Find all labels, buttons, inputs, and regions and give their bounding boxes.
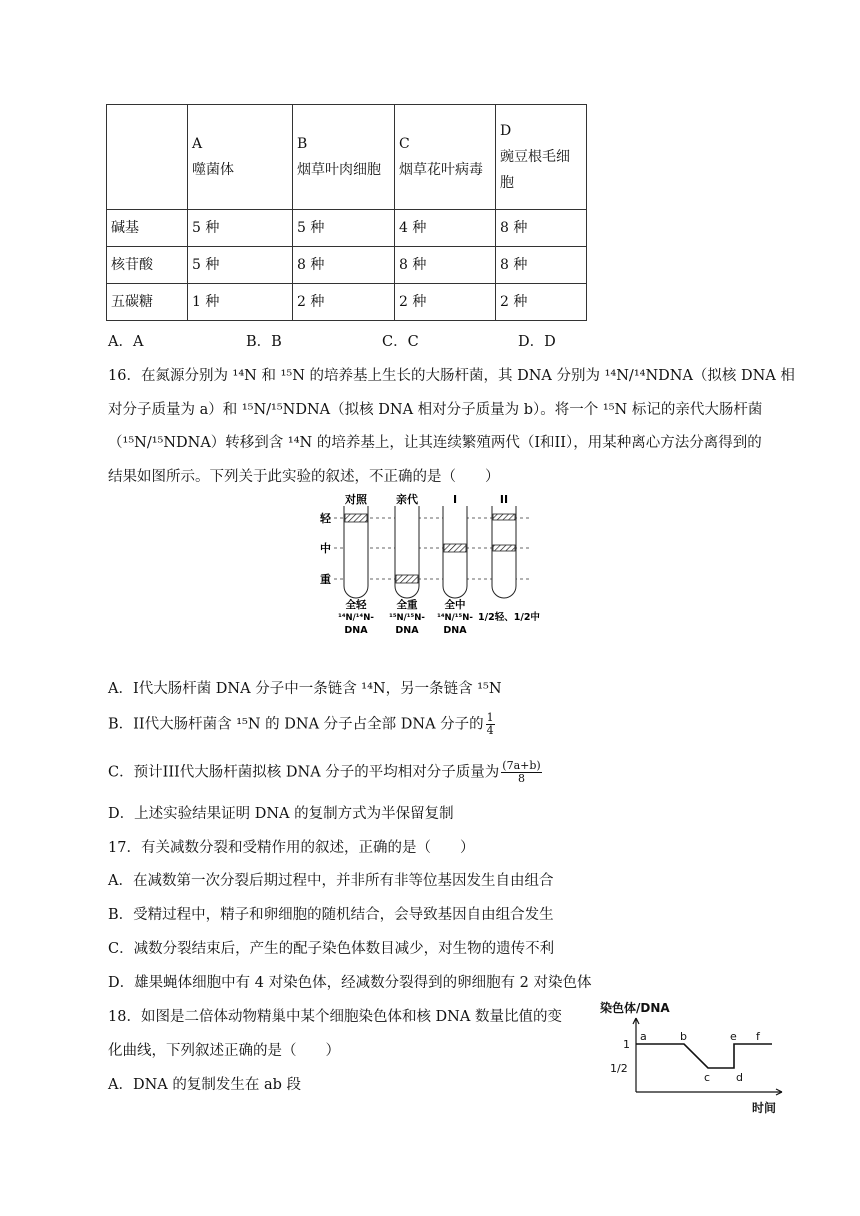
table-cell: 5 种: [293, 210, 395, 247]
band-control-light: [345, 514, 367, 522]
tubes: [344, 506, 516, 598]
level-labels: [319, 511, 332, 586]
table-cell: 核苷酸: [107, 247, 188, 284]
table-header-cell: [395, 105, 496, 210]
point-label-e: e: [730, 1030, 737, 1043]
table-header-cell: [188, 105, 293, 210]
table-cell: 碱基: [107, 210, 188, 247]
header-letter: B: [297, 136, 308, 152]
fraction-one-quarter: [486, 712, 495, 737]
q15-option-a: A．A: [108, 334, 144, 350]
point-label-a: a: [640, 1030, 647, 1043]
bottom-label-gen2: 1/2轻、1/2中: [478, 612, 540, 623]
fraction-denominator: 4: [486, 724, 494, 737]
table-cell: 2 种: [395, 284, 496, 321]
header-name: 烟草叶肉细胞: [297, 162, 381, 178]
tube-label-gen1: I: [452, 493, 458, 506]
bottom-label-gen1: 全中: [444, 599, 466, 611]
header-name-wrap: 胞: [500, 175, 514, 191]
fraction-numerator: (7a+b): [502, 759, 541, 772]
q17-option-a: A．在减数第一次分裂后期过程中，并非所有非等位基因发生自由组合: [108, 873, 554, 889]
header-letter: C: [399, 136, 410, 152]
level-label-light: 轻: [320, 512, 331, 525]
q16-stem-line: 16．在氮源分别为 ¹⁴N 和 ¹⁵N 的培养基上生长的大肠杆菌，其 DNA 分别为 ¹⁴N/¹⁴NDNA（拟核 DNA 相: [108, 368, 795, 384]
fraction-mass: [501, 760, 541, 785]
header-name: 烟草花叶病毒: [399, 162, 483, 178]
point-label-b: b: [680, 1030, 687, 1043]
bottom-labels: [338, 598, 540, 636]
point-label-f: f: [756, 1030, 760, 1043]
q17-option-d: D．雄果蝇体细胞中有 4 对染色体，经减数分裂得到的卵细胞有 2 对染色体: [108, 975, 592, 991]
q16-stem-line: 对分子质量为 a）和 ¹⁵N/¹⁵NDNA（拟核 DNA 相对分子质量为 b）。将一个 ¹⁵N 标记的亲代大肠杆菌: [108, 402, 763, 418]
q17-option-c: C．减数分裂结束后，产生的配子染色体数目减少，对生物的遗传不利: [108, 941, 555, 957]
table-cell: 五碳糖: [107, 284, 188, 321]
table-row: [107, 247, 587, 284]
band-gen1-mid: [444, 544, 466, 552]
q17-option-b: B．受精过程中，精子和卵细胞的随机结合，会导致基因自由组合发生: [108, 907, 554, 923]
bottom-label-parent-dna: DNA: [395, 625, 419, 636]
header-letter: D: [500, 123, 512, 139]
table-cell: 8 种: [395, 247, 496, 284]
q15-option-c: C．C: [382, 334, 419, 350]
fraction-denominator: 8: [517, 772, 525, 785]
header-letter: A: [192, 136, 203, 152]
bottom-label-gen1-dna: DNA: [443, 625, 467, 636]
bottom-label-control: 全轻: [345, 599, 367, 611]
band-parent-heavy: [396, 575, 418, 583]
q15-option-d: D．D: [518, 334, 556, 350]
table-cell: 2 种: [293, 284, 395, 321]
bottom-label-parent-sub: ¹⁵N/¹⁵N-: [389, 613, 425, 623]
header-name: 噬菌体: [192, 162, 234, 178]
band-gen2-light: [493, 514, 515, 520]
centrifuge-figure: [306, 490, 546, 640]
q15-option-b: B．B: [246, 334, 282, 350]
table-cell: 8 种: [293, 247, 395, 284]
q16-option-b: [108, 712, 495, 737]
table-row: [107, 284, 587, 321]
figure-tube-labels: [344, 492, 508, 506]
header-name: 豌豆根毛细: [500, 149, 570, 165]
table-cell: 5 种: [188, 247, 293, 284]
tube-label-parent: 亲代: [396, 493, 418, 506]
bottom-label-control-sub: ¹⁴N/¹⁴N-: [338, 613, 374, 623]
bottom-label-control-dna: DNA: [344, 625, 368, 636]
q18-stem-line: 化曲线，下列叙述正确的是（ ）: [108, 1043, 340, 1059]
q16-option-d: D．上述实验结果证明 DNA 的复制方式为半保留复制: [108, 806, 454, 822]
table-cell: 8 种: [496, 247, 587, 284]
table-cell: 1 种: [188, 284, 293, 321]
table-cell: 2 种: [496, 284, 587, 321]
y-tick-half: 1/2: [610, 1062, 628, 1075]
point-label-c: c: [704, 1071, 711, 1084]
level-label-heavy: 重: [320, 573, 331, 586]
q18-stem-line: 18．如图是二倍体动物精巢中某个细胞染色体和核 DNA 数量比值的变: [108, 1009, 562, 1025]
table-header-cell: [293, 105, 395, 210]
dna-bands: [345, 514, 515, 583]
table-cell: 5 种: [188, 210, 293, 247]
q16-option-b-text: B．II代大肠杆菌含 ¹⁵N 的 DNA 分子占全部 DNA 分子的: [108, 716, 484, 733]
y-axis-label: 染色体/DNA: [600, 1001, 670, 1015]
tube-label-gen2: II: [499, 493, 509, 506]
tube-parent: [395, 506, 419, 598]
point-label-d: d: [736, 1071, 743, 1084]
y-tick-1: 1: [623, 1038, 630, 1051]
ratio-curve: [636, 1044, 772, 1068]
q15-options: [108, 330, 748, 352]
q16-option-c: [108, 760, 542, 785]
table-row: [107, 210, 587, 247]
bottom-label-parent: 全重: [396, 599, 418, 611]
bottom-label-gen1-sub: ¹⁴N/¹⁵N-: [437, 613, 473, 623]
table-header-cell: [496, 105, 587, 210]
table-cell: 4 种: [395, 210, 496, 247]
table-cell: 8 种: [496, 210, 587, 247]
q18-option-a: A．DNA 的复制发生在 ab 段: [108, 1077, 302, 1093]
q16-stem-line: 结果如图所示。下列关于此实验的叙述，不正确的是（ ）: [108, 469, 500, 485]
comparison-table: [106, 104, 587, 321]
table-header-row: [107, 105, 587, 210]
band-gen2-mid: [493, 545, 515, 551]
q16-option-c-text: C．预计III代大肠杆菌拟核 DNA 分子的平均相对分子质量为: [108, 764, 500, 781]
q16-option-a: A．I代大肠杆菌 DNA 分子中一条链含 ¹⁴N，另一条链含 ¹⁵N: [108, 681, 502, 697]
ratio-curve-figure: [596, 996, 796, 1120]
q16-stem-line: （¹⁵N/¹⁵NDNA）转移到含 ¹⁴N 的培养基上，让其连续繁殖两代（I和II），用某种离心方法分离得到的: [108, 435, 762, 451]
q17-stem: 17．有关减数分裂和受精作用的叙述，正确的是（ ）: [108, 840, 475, 856]
level-label-mid: 中: [320, 542, 331, 555]
x-axis-label: 时间: [752, 1101, 777, 1115]
table-header-cell: [107, 105, 188, 210]
fraction-numerator: 1: [486, 711, 494, 724]
tube-label-control: 对照: [345, 493, 367, 506]
